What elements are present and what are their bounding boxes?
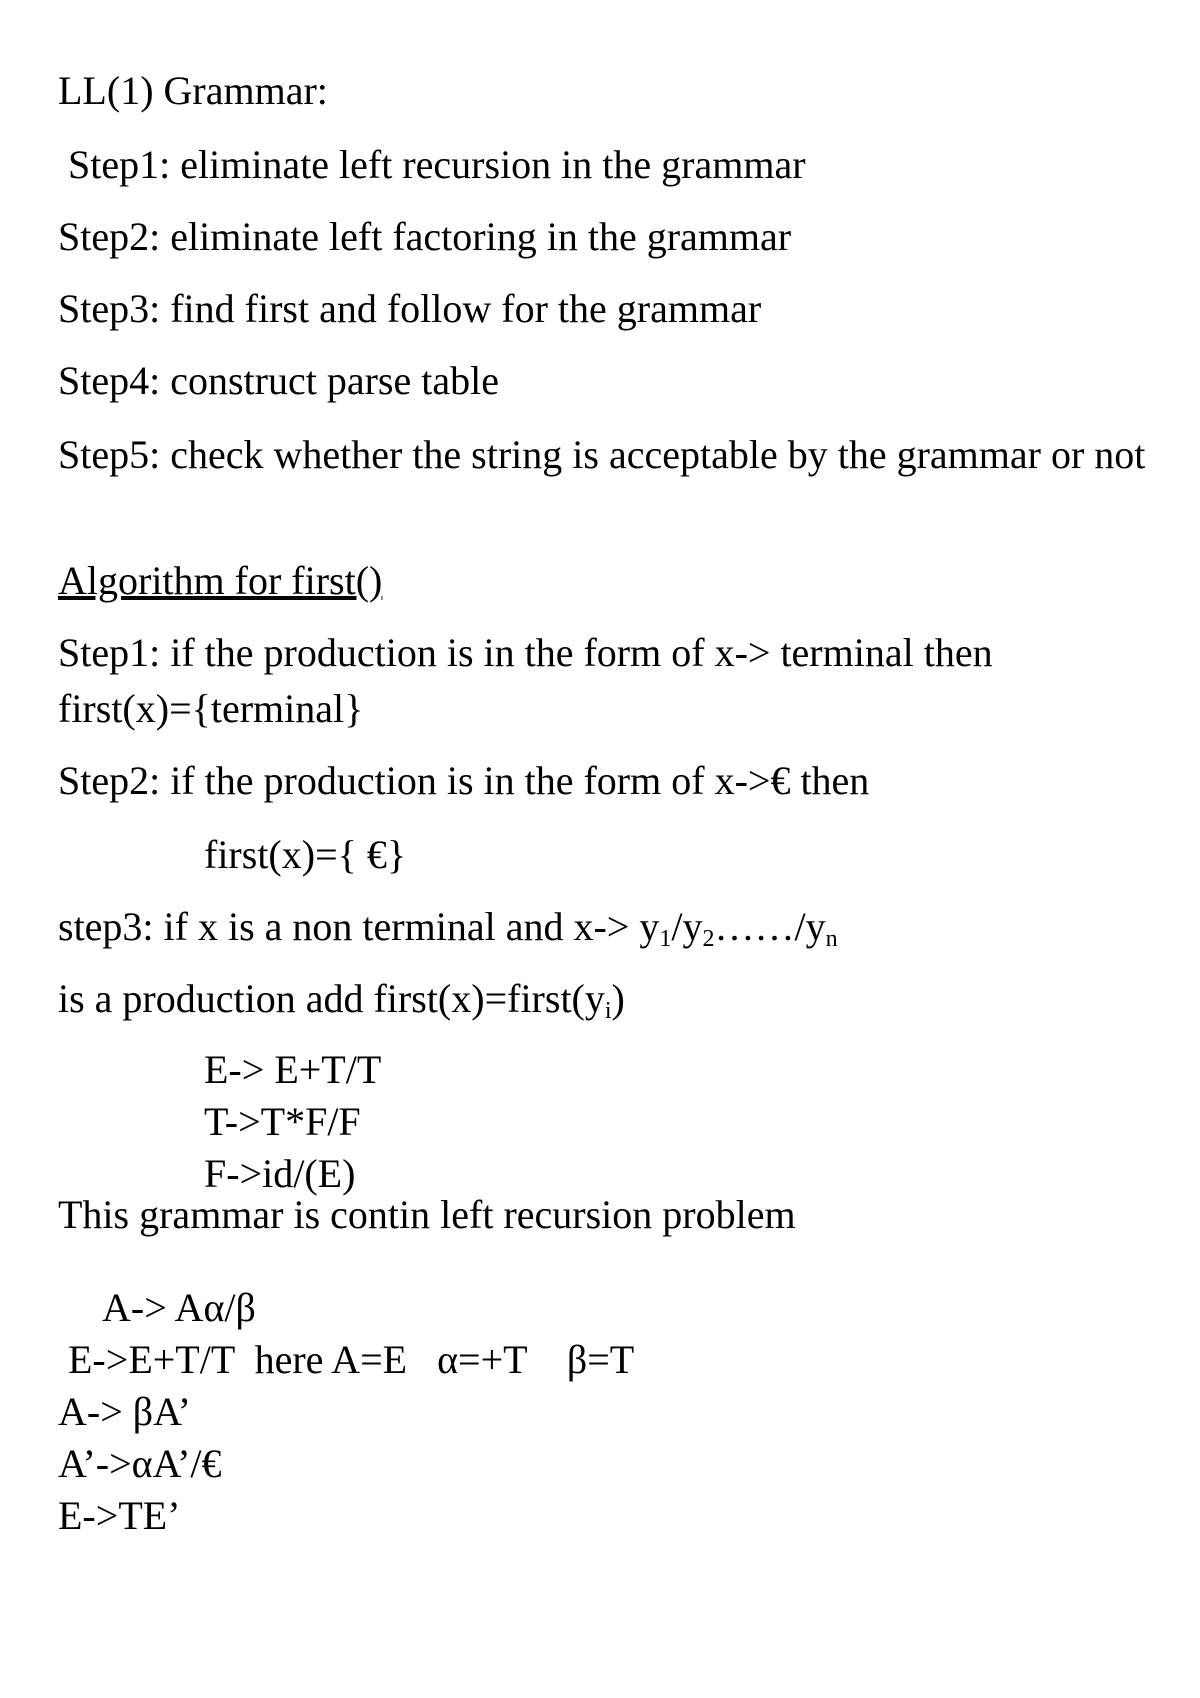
document-title: LL(1) Grammar: bbox=[58, 68, 328, 113]
subscript-i: i bbox=[604, 998, 612, 1024]
subscript-2: 2 bbox=[702, 926, 715, 952]
elimination-rule-2: E->E+T/T here A=E α=+T β=T bbox=[68, 1337, 635, 1382]
algorithm-heading: Algorithm for first() bbox=[58, 558, 383, 603]
elimination-rule-4: A’->αA’/€ bbox=[58, 1441, 222, 1486]
first-rule-4 bbox=[58, 970, 625, 1028]
elimination-rule-5: E->TE’ bbox=[58, 1493, 181, 1538]
grammar-production-1: E-> E+T/T bbox=[204, 1047, 382, 1092]
first-rule-3-mid-1: /y bbox=[671, 904, 703, 949]
subscript-1: 1 bbox=[659, 926, 672, 952]
step-4: Step4: construct parse table bbox=[58, 358, 499, 403]
grammar-production-3: F->id/(E) bbox=[204, 1151, 356, 1196]
elimination-rule-3: A-> βA’ bbox=[58, 1389, 191, 1434]
first-rule-3-prefix: step3: if x is a non terminal and x-> y bbox=[58, 904, 660, 949]
first-rule-1-line-1: Step1: if the production is in the form of x-> terminal then bbox=[58, 630, 993, 675]
first-rule-1-line-2: first(x)={terminal} bbox=[58, 686, 364, 731]
first-rule-2-line-2: first(x)={ €} bbox=[204, 832, 407, 877]
first-rule-2-line-1: Step2: if the production is in the form of x->€ then bbox=[58, 758, 870, 803]
grammar-production-2: T->T*F/F bbox=[204, 1099, 361, 1144]
first-rule-4-suffix: ) bbox=[611, 976, 625, 1021]
step-3: Step3: find first and follow for the grammar bbox=[58, 286, 762, 331]
left-recursion-note: This grammar is contin left recursion problem bbox=[58, 1192, 796, 1237]
step-1: Step1: eliminate left recursion in the grammar bbox=[68, 142, 806, 187]
step-2: Step2: eliminate left factoring in the grammar bbox=[58, 214, 792, 259]
first-rule-3 bbox=[58, 898, 838, 956]
step-5: Step5: check whether the string is acceptable by the grammar or not bbox=[58, 432, 1146, 477]
subscript-n: n bbox=[825, 926, 838, 952]
first-rule-4-prefix: is a production add first(x)=first(y bbox=[58, 976, 605, 1021]
elimination-rule-1: A-> Aα/β bbox=[102, 1285, 256, 1330]
first-rule-3-mid-2: ……/y bbox=[714, 904, 826, 949]
